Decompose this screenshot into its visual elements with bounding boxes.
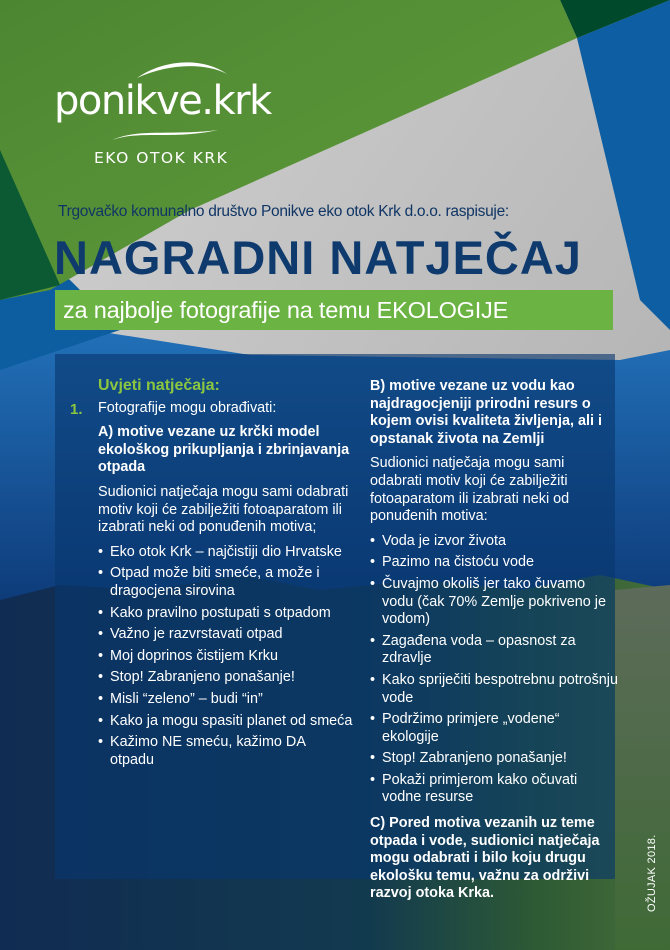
conditions-lead: Fotografije mogu obrađivati: xyxy=(98,399,277,416)
list-item: • Moj doprinos čistijem Krku xyxy=(98,648,353,666)
page-title: NAGRADNI NATJEČAJ xyxy=(54,231,582,284)
list-item: • Kažimo NE smeću, kažimo DA otpadu xyxy=(98,734,353,769)
list-item: • Otpad može biti smeće, a može i dragocjena sirovina xyxy=(98,565,353,600)
list-item: • Podržimo primjere „vodene“ ekologije xyxy=(370,711,620,746)
section-b-list xyxy=(370,533,620,807)
section-a-title: A) motive vezane uz krčki model ekološkog prikupljanja i zbrinjavanja otpada xyxy=(98,424,350,476)
list-item: • Voda je izvor života xyxy=(370,533,620,551)
section-a-list xyxy=(98,544,353,770)
condition-number: 1. xyxy=(70,401,83,418)
conditions-heading: Uvjeti natječaja: xyxy=(98,377,220,394)
intro-text: Trgovačko komunalno društvo Ponikve eko otok Krk d.o.o. raspisuje: xyxy=(58,203,509,220)
column-right xyxy=(370,378,620,910)
section-a-intro: Sudionici natječaja mogu sami odabrati motiv koji će zabilježiti fotoaparatom ili izabrati neki od ponuđenih motiva; xyxy=(98,483,349,536)
list-item: • Važno je razvrstavati otpad xyxy=(98,626,353,644)
logo-tagline: EKO OTOK KRK xyxy=(94,149,229,167)
section-c-text: C) Pored motiva vezanih uz teme otpada i vode, sudionici natječaja mogu odabrati i bilo koju drugu ekološku temu, važnu za održivi razvoj otoka Krka. xyxy=(370,815,600,902)
list-item: • Pazimo na čistoću vode xyxy=(370,554,620,572)
subtitle-banner xyxy=(55,290,613,330)
subtitle-emphasis: EKOLOGIJE xyxy=(376,297,509,323)
list-item: • Kako ja mogu spasiti planet od smeća xyxy=(98,713,353,731)
section-b-intro: Sudionici natječaja mogu sami odabrati motiv koji će zabilježiti fotoaparatom ili izabrati neki od ponuđenih motiva: xyxy=(370,455,570,525)
list-item: • Pokaži primjerom kako očuvati vodne resurse xyxy=(370,772,620,807)
date-label: OŽUJAK 2018. xyxy=(646,834,658,912)
bg-right-rocks xyxy=(615,585,670,950)
list-item: • Čuvajmo okoliš jer tako čuvamo vodu (čak 70% Zemlje pokriveno je vodom) xyxy=(370,576,620,629)
subtitle-prefix: za najbolje fotografije na temu xyxy=(63,297,377,323)
column-left xyxy=(98,377,353,773)
logo-wordmark: ponikve.krk xyxy=(54,78,271,124)
logo xyxy=(50,48,290,178)
list-item: • Misli “zeleno” – budi “in” xyxy=(98,691,353,709)
list-item: • Stop! Zabranjeno ponašanje! xyxy=(98,669,353,687)
list-item: • Zagađena voda – opasnost za zdravlje xyxy=(370,633,620,668)
list-item: • Kako pravilno postupati s otpadom xyxy=(98,605,353,623)
list-item: • Stop! Zabranjeno ponašanje! xyxy=(370,750,620,768)
list-item: • Kako spriječiti bespotrebnu potrošnju vode xyxy=(370,672,620,707)
list-item: • Eko otok Krk – najčistiji dio Hrvatske xyxy=(98,544,353,562)
wave-bottom-icon xyxy=(110,126,220,144)
section-b-title: B) motive vezane uz vodu kao najdragocjeniji prirodni resurs o kojem ovisi kvaliteta življenja, ali i opstanak života na Zemlji xyxy=(370,378,602,447)
